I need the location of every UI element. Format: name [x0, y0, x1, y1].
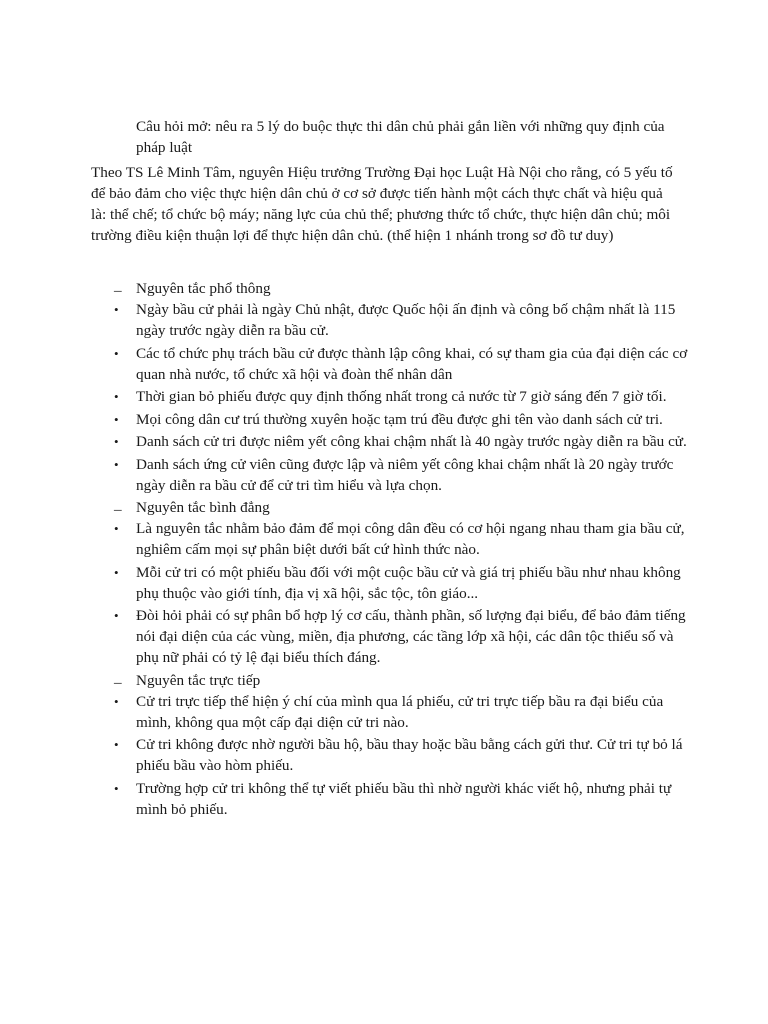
bullet-icon: • — [114, 693, 119, 709]
question-paragraph: Câu hỏi mở: nêu ra 5 lý do buộc thực thi dân chủ phải gắn liền với những quy định của pháp luật — [136, 118, 665, 156]
bullet-icon: • — [114, 389, 119, 404]
bullet-item-text: Danh sách ứng cử viên cũng được lập và niêm yết công khai chậm nhất là 20 ngày trước ngày diễn ra bầu cử để cử tri tìm hiểu và lựa chọn. — [136, 455, 674, 494]
bullet-item-text: Là nguyên tắc nhằm bảo đảm để mọi công dân đều có cơ hội ngang nhau tham gia bầu cử, nghiêm cấm mọi sự phân biệt dưới bất cứ hình thức nào. — [136, 520, 685, 558]
bullet-icon: • — [114, 302, 119, 317]
bullet-icon: • — [114, 345, 119, 361]
section-heading — [114, 497, 694, 518]
bullet-icon: • — [114, 780, 119, 796]
bullet-icon: • — [114, 411, 119, 427]
bullet-icon: • — [114, 434, 119, 449]
bullet-item — [114, 386, 694, 407]
bullet-item-text: Danh sách cử tri được niêm yết công khai chậm nhất là 40 ngày trước ngày diễn ra bầu cử. — [136, 433, 687, 450]
section-heading-text: Nguyên tắc bình đẳng — [136, 499, 270, 516]
bullet-item — [114, 299, 694, 341]
bullet-item — [114, 734, 694, 776]
bullet-icon: • — [114, 737, 119, 752]
bullet-item-text: Cử tri không được nhờ người bầu hộ, bầu thay hoặc bầu bằng cách gửi thư. Cử tri tự bỏ lá phiếu bầu vào hòm phiếu. — [136, 736, 683, 774]
section-heading-text: Nguyên tắc phổ thông — [136, 280, 271, 297]
bullet-item — [114, 431, 694, 452]
bullet-item — [114, 518, 694, 560]
bullet-item-text: Mỗi cử tri có một phiếu bầu đối với một cuộc bầu cử và giá trị phiếu bầu như nhau không phụ thuộc vào giới tính, địa vị xã hội, sắc tộc, tôn giáo... — [136, 563, 681, 602]
bullet-item-text: Trường hợp cử tri không thể tự viết phiếu bầu thì nhờ người khác viết hộ, nhưng phải tự mình bỏ phiếu. — [136, 779, 672, 818]
bullet-item — [114, 605, 694, 668]
bullet-item-text: Mọi công dân cư trú thường xuyên hoặc tạm trú đều được ghi tên vào danh sách cử tri. — [136, 410, 663, 428]
bullet-icon: • — [114, 608, 119, 623]
dash-marker: _ — [114, 277, 122, 294]
bullet-item-text: Các tổ chức phụ trách bầu cử được thành lập công khai, có sự tham gia của đại diện các cơ quan nhà nước, tổ chức xã hội và đoàn thể nhân dân — [136, 344, 688, 383]
bullet-item-text: Đòi hỏi phải có sự phân bổ hợp lý cơ cấu, thành phần, số lượng đại biểu, để bảo đảm tiếng nói đại diện của các vùng, miền, địa phương, các tầng lớp xã hội, các dân tộc thiểu số và phụ nữ phải có tỷ lệ đại biểu thích đáng. — [136, 607, 686, 666]
bullet-item-text: Cử tri trực tiếp thể hiện ý chí của mình qua lá phiếu, cử tri trực tiếp bầu ra đại biểu của mình, không qua một cấp đại diện cử tri nào. — [136, 692, 664, 731]
dash-marker: _ — [114, 496, 122, 513]
section-heading — [114, 278, 694, 299]
principles-outline — [114, 278, 694, 821]
section-heading-text: Nguyên tắc trực tiếp — [136, 671, 261, 689]
section-heading — [114, 670, 694, 691]
bullet-item-text: Thời gian bỏ phiếu được quy định thống nhất trong cả nước từ 7 giờ sáng đến 7 giờ tối. — [136, 388, 667, 405]
bullet-item — [114, 691, 694, 733]
bullet-icon: • — [114, 564, 119, 580]
bullet-icon: • — [114, 521, 119, 536]
bullet-icon: • — [114, 456, 119, 472]
bullet-item — [114, 343, 694, 385]
dash-marker: _ — [114, 668, 122, 686]
bullet-item — [114, 409, 694, 430]
bullet-item — [114, 454, 694, 496]
intro-paragraph: Theo TS Lê Minh Tâm, nguyên Hiệu trưởng Trường Đại học Luật Hà Nội cho rằng, có 5 yếu tố để bảo đảm cho việc thực hiện dân chủ ở cơ sở được tiến hành một cách thực chất và hiệu quả là: thể chế; tổ chức bộ máy; năng lực của chủ thể; phương thức tổ chức, thực hiện dân chủ; môi trường điều kiện thuận lợi để thực hiện dân chủ. (thể hiện 1 nhánh trong sơ đồ tư duy) — [91, 164, 673, 244]
bullet-item — [114, 562, 694, 604]
bullet-item — [114, 778, 694, 820]
bullet-item-text: Ngày bầu cử phải là ngày Chủ nhật, được Quốc hội ấn định và công bố chậm nhất là 115 ngày trước ngày diễn ra bầu cử. — [136, 301, 676, 339]
